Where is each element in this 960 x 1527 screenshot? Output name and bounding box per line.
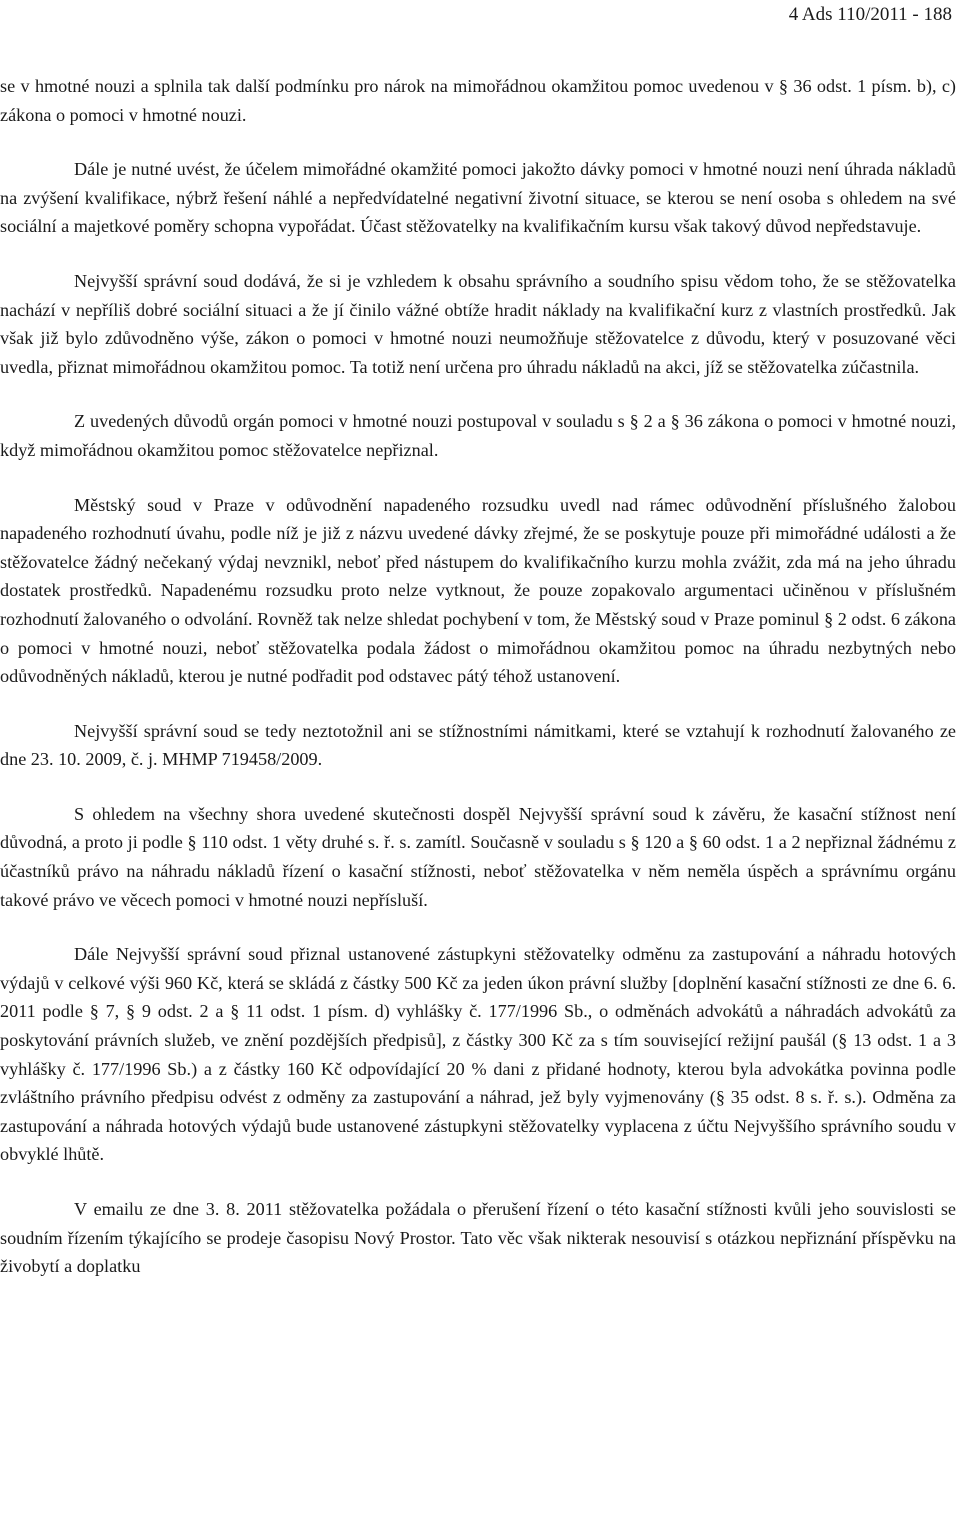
case-number-header: 4 Ads 110/2011 - 188 bbox=[788, 4, 952, 25]
paragraph-3: Nejvyšší správní soud dodává, že si je vzhledem k obsahu správního a soudního spisu vědom toho, že se stěžovatelka nachází v nepříliš dobré sociální situaci a že jí činilo vážné obtíže hradit náklady na kvalifikační kurz z vlastních prostředků. Jak však již bylo zdůvodněno výše, zákon o pomoci v hmotné nouzi neumožňuje stěžovatelce z důvodu, který v posuzované věci uvedla, přiznat mimořádnou okamžitou pomoc. Ta totiž není určena pro úhradu nákladů na akci, jíž se stěžovatelka zúčastnila. bbox=[0, 270, 956, 377]
paragraph-9: V emailu ze dne 3. 8. 2011 stěžovatelka požádala o přerušení řízení o této kasační stížnosti kvůli jeho souvislosti se soudním řízením týkajícího se prodeje časopisu Nový Prostor. Tato věc však nikterak nesouvisí s otázkou nepřiznání příspěvku na živobytí a doplatku bbox=[0, 1199, 956, 1277]
paragraph-6: Nejvyšší správní soud se tedy neztotožnil ani se stížnostními námitkami, které se vztahují k rozhodnutí žalovaného ze dne 23. 10. 2009, č. j. MHMP 719458/2009. bbox=[0, 720, 956, 770]
paragraph-4: Z uvedených důvodů orgán pomoci v hmotné nouzi postupoval v souladu s § 2 a § 36 zákona o pomoci v hmotné nouzi, když mimořádnou okamžitou pomoc stěžovatelce nepřiznal. bbox=[0, 411, 956, 460]
paragraph-5: Městský soud v Praze v odůvodnění napadeného rozsudku uvedl nad rámec odůvodnění příslušného žalobou napadeného rozhodnutí úvahu, podle níž je již z názvu uvedené dávky zřejmé, že se poskytuje pouze při mimořádné události a že stěžovatelce žádný nečekaný výdaj nevznikl, neboť před nástupem do kvalifikačního kurzu mohla zvážit, zda má na jeho úhradu dostatek prostředků. Napadenému rozsudku proto nelze vytknout, že pouze zopakovalo argumentaci učiněnou v příslušném rozhodnutí žalovaného o odvolání. Rovněž tak nelze shledat pochybení v tom, že Městský soud v Praze pominul § 2 odst. 6 zákona o pomoci v hmotné nouzi, neboť stěžovatelka podala žádost o mimořádnou okamžitou pomoc na úhradu nezbytných nebo odůvodněných nákladů, kterou je nutné podřadit pod odstavec pátý téhož ustanovení. bbox=[0, 494, 956, 687]
paragraph-1: se v hmotné nouzi a splnila tak další podmínku pro nárok na mimořádnou okamžitou pomoc uvedenou v § 36 odst. 1 písm. b), c) zákona o pomoci v hmotné nouzi. bbox=[0, 76, 956, 125]
paragraph-8: Dále Nejvyšší správní soud přiznal ustanovené zástupkyni stěžovatelky odměnu za zastupování a náhradu hotových výdajů v celkové výši 960 Kč, která se skládá z částky 500 Kč za jeden úkon právní služby [doplnění kasační stížnosti ze dne 6. 6. 2011 podle § 7, § 9 odst. 2 a § 11 odst. 1 písm. d) vyhlášky č. 177/1996 Sb., o odměnách advokátů a náhradách advokátů za poskytování právních služeb, ve znění pozdějších předpisů], z částky 300 Kč za s tím související režijní paušál (§ 13 odst. 1 a 3 vyhlášky č. 177/1996 Sb.) a z částky 160 Kč odpovídající 20 % dani z přidané hodnoty, kterou byla advokátka povinna podle zvláštního právního předpisu odvést z odměny za zastupování a náhrad, jež byly vyjmenovány (§ 35 odst. 8 s. ř. s.). Odměna za zastupování a náhrada hotových výdajů bude ustanovené zástupkyni stěžovatelky vyplacena z účtu Nejvyššího správního soudu v obvyklé lhůtě. bbox=[0, 944, 956, 1165]
paragraph-2: Dále je nutné uvést, že účelem mimořádné okamžité pomoci jakožto dávky pomoci v hmotné nouzi není úhrada nákladů na zvýšení kvalifikace, nýbrž řešení náhlé a nepředvídatelné negativní životní situace, se kterou se není osoba s ohledem na své sociální a majetkové poměry schopna vypořádat. Účast stěžovatelky na kvalifikačním kursu však takový důvod nepředstavuje. bbox=[0, 159, 956, 237]
paragraph-7: S ohledem na všechny shora uvedené skutečnosti dospěl Nejvyšší správní soud k závěru, že kasační stížnost není důvodná, a proto ji podle § 110 odst. 1 věty druhé s. ř. s. zamítl. Současně v souladu s § 120 a § 60 odst. 1 a 2 nepřiznal žádnému z účastníků právo na náhradu nákladů řízení o kasační stížnosti, neboť stěžovatelka v něm neměla úspěch a správnímu orgánu takové právo ve věcech pomoci v hmotné nouzi nepřísluší. bbox=[0, 803, 956, 910]
document-body bbox=[0, 72, 956, 1281]
